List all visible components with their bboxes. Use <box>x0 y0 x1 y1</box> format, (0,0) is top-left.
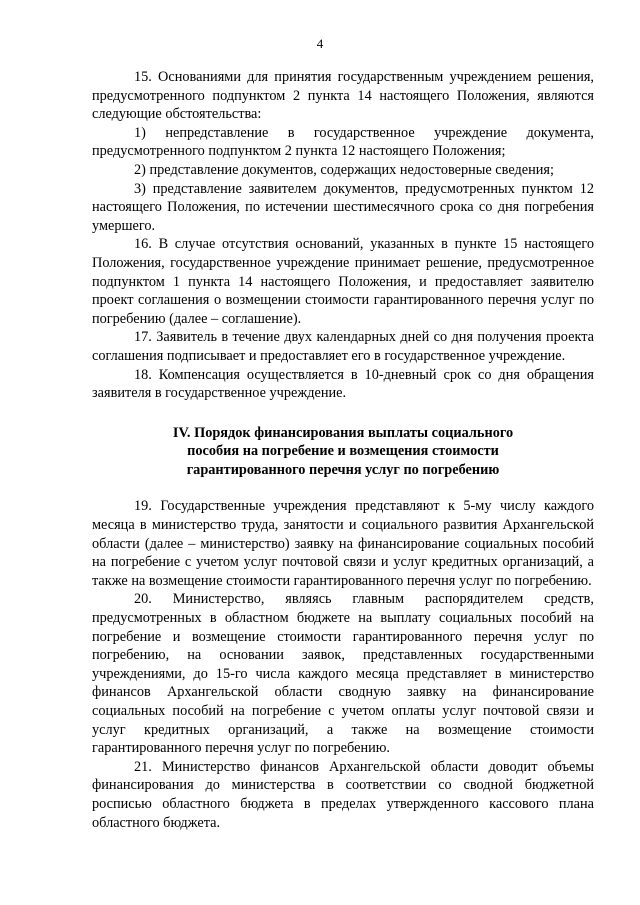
paragraph-18: 18. Компенсация осуществляется в 10-дневный срок со дня обращения заявителя в государственное учреждение. <box>92 366 594 402</box>
paragraph-17: 17. Заявитель в течение двух календарных дней со дня получения проекта соглашения подписывает и предоставляет его в государственное учреждение. <box>92 329 594 364</box>
list-item-2: 2) представление документов, содержащих недостоверные сведения; <box>134 161 554 178</box>
paragraph-19: 19. Государственные учреждения представляют к 5-му числу каждого месяца в министерство труда, занятости и социального развития Архангельской области (далее – министерство) заявку на финансирование социальных пособий на погребение с учетом услуг почтовой связи и услуг кредитных организаций, а также на возмещение стоимости гарантированного перечня услуг по погребению. <box>92 498 594 589</box>
paragraph-15: 15. Основаниями для принятия государственным учреждением решения, предусмотренного подпунктом 2 пункта 14 настоящего Положения, являются следующие обстоятельства: <box>92 69 594 123</box>
section-heading <box>92 424 594 480</box>
list-item-1: 1) непредставление в государственное учреждение документа, предусмотренного подпунктом 2 пункта 12 настоящего Положения; <box>92 124 594 160</box>
page-number: 4 <box>316 36 324 51</box>
document-body <box>92 68 594 832</box>
paragraph-20: 20. Министерство, являясь главным распорядителем средств, предусмотренных в областном бюджете на выплату социальных пособий на погребение и возмещение стоимости гарантированного перечня услуг по погребению, на основании заявок, представленных государственными учреждениями, до 15-го числа каждого месяца представляет в министерство финансов Архангельской области сводную заявку на финансирование социальных пособий на погребение с учетом оплаты услуг почтовой связи и услуг кредитных организаций, а также на возмещение стоимости гарантированного перечня услуг по погребению. <box>92 591 594 757</box>
section-heading-line-2: пособия на погребение и возмещения стоимости <box>187 443 499 460</box>
paragraph-16: 16. В случае отсутствия оснований, указанных в пункте 15 настоящего Положения, государственное учреждение принимает решение, предусмотренное подпунктом 1 пункта 14 настоящего Положения, и предоставляет заявителю проект соглашения о возмещении стоимости гарантированного перечня услуг по погребению (далее – соглашение). <box>92 236 594 327</box>
section-heading-line-3: гарантированного перечня услуг по погребению <box>186 461 500 478</box>
paragraph-21: 21. Министерство финансов Архангельской области доводит объемы финансирования до министерства в соответствии со сводной бюджетной росписью областного бюджета в пределах утвержденного кассового плана областного бюджета. <box>92 758 594 831</box>
section-heading-line-1: IV. Порядок финансирования выплаты социального <box>172 424 514 441</box>
list-item-3: 3) представление заявителем документов, предусмотренных пунктом 12 настоящего Положения, по истечении шестимесячного срока со дня погребения умершего. <box>92 180 594 234</box>
